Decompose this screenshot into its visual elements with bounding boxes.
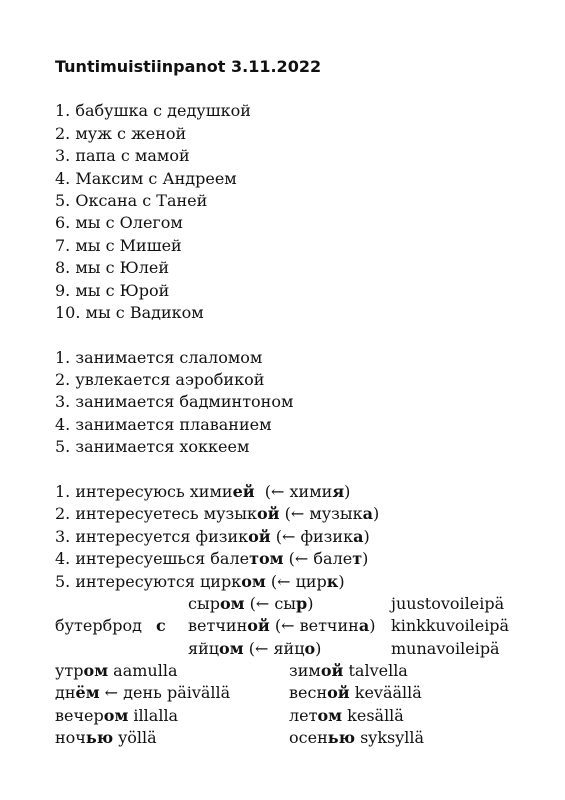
list-item: весной keväällä bbox=[289, 683, 422, 703]
list-item: 2. муж с женой bbox=[55, 123, 187, 143]
list-item: днём ← день päivällä bbox=[55, 683, 231, 703]
buterbrod-table bbox=[55, 593, 525, 660]
list-item: 10. мы с Вадиком bbox=[55, 302, 204, 322]
buterbrod-label: бутерброд с bbox=[55, 616, 166, 636]
list-item: яйцом (← яйцо) bbox=[188, 638, 322, 658]
translation: munavoileipä bbox=[391, 638, 500, 658]
times-of-day bbox=[55, 660, 230, 750]
buterbrod-translations bbox=[391, 593, 509, 660]
list-item: ночью yöllä bbox=[55, 728, 157, 748]
list-item: 5. интересуются цирком (← цирк) bbox=[55, 571, 345, 591]
spacer bbox=[55, 459, 525, 481]
list-item: 5. занимается хоккеем bbox=[55, 437, 250, 457]
spacer bbox=[55, 324, 525, 346]
list-instrumental-pairs bbox=[55, 100, 525, 324]
buterbrod-fillings bbox=[188, 593, 375, 660]
document-page bbox=[55, 56, 525, 750]
spacer bbox=[55, 78, 525, 100]
list-hobbies bbox=[55, 347, 525, 459]
list-item: 1. занимается слаломом bbox=[55, 347, 263, 367]
list-item: вечером illalla bbox=[55, 705, 179, 725]
list-item: 3. папа с мамой bbox=[55, 146, 190, 166]
translation: kinkkuvoileipä bbox=[391, 616, 510, 636]
list-item: 4. занимается плаванием bbox=[55, 414, 272, 434]
translation: juustovoileipä bbox=[391, 593, 505, 613]
list-item: 3. интересуется физикой (← физика) bbox=[55, 526, 370, 546]
list-item: 6. мы с Олегом bbox=[55, 213, 183, 233]
list-item: 1. интересуюсь химией (← химия) bbox=[55, 482, 351, 502]
list-item: 9. мы с Юрой bbox=[55, 280, 170, 300]
list-item: 1. бабушка с дедушкой bbox=[55, 101, 251, 121]
list-item: 7. мы с Мишей bbox=[55, 235, 182, 255]
page-title: Tuntimuistiinpanot 3.11.2022 bbox=[55, 57, 322, 76]
list-item: летом kesällä bbox=[289, 705, 404, 725]
list-item: 8. мы с Юлей bbox=[55, 258, 170, 278]
list-item: 2. интересуетесь музыкой (← музыка) bbox=[55, 504, 380, 524]
list-item: 2. увлекается аэробикой bbox=[55, 370, 265, 390]
list-interests bbox=[55, 481, 525, 593]
list-item: 5. Оксана с Таней bbox=[55, 190, 208, 210]
list-item: зимой talvella bbox=[289, 660, 408, 680]
list-item: 4. интересуешься балетом (← балет) bbox=[55, 549, 369, 569]
seasons bbox=[289, 660, 424, 750]
time-expressions bbox=[55, 660, 525, 750]
list-item: 3. занимается бадминтоном bbox=[55, 392, 294, 412]
list-item: сыром (← сыр) bbox=[188, 593, 314, 613]
list-item: 4. Максим с Андреем bbox=[55, 168, 237, 188]
list-item: утром aamulla bbox=[55, 660, 178, 680]
list-item: ветчиной (← ветчина) bbox=[188, 616, 376, 636]
list-item: осенью syksyllä bbox=[289, 728, 425, 748]
